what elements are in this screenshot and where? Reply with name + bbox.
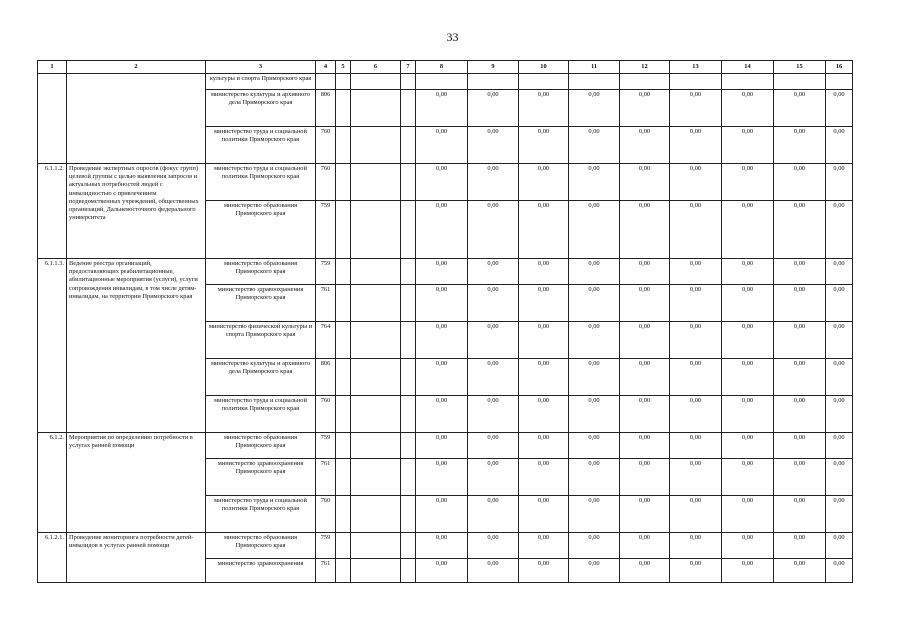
col-header: 12 bbox=[620, 61, 670, 74]
empty-cell bbox=[401, 322, 416, 359]
executor-cell: министерство культуры и архивного дела Приморского края bbox=[206, 90, 316, 127]
value-cell: 0,00 bbox=[519, 259, 569, 285]
value-cell: 0,00 bbox=[468, 322, 519, 359]
executor-cell: министерство образования Приморского края bbox=[206, 259, 316, 285]
executor-cell: министерство здравоохранения Приморского края bbox=[206, 285, 316, 322]
empty-cell bbox=[336, 164, 351, 201]
value-cell: 0,00 bbox=[670, 201, 722, 259]
value-cell: 0,00 bbox=[416, 396, 468, 433]
value-cell bbox=[569, 74, 620, 90]
value-cell: 0,00 bbox=[569, 496, 620, 533]
value-cell: 0,00 bbox=[569, 127, 620, 164]
col-header: 9 bbox=[468, 61, 519, 74]
value-cell: 0,00 bbox=[620, 496, 670, 533]
value-cell: 0,00 bbox=[620, 533, 670, 559]
value-cell: 0,00 bbox=[416, 164, 468, 201]
empty-cell bbox=[401, 396, 416, 433]
value-cell: 0,00 bbox=[826, 90, 853, 127]
grbs-code-cell bbox=[316, 74, 336, 90]
value-cell: 0,00 bbox=[670, 459, 722, 496]
value-cell: 0,00 bbox=[519, 201, 569, 259]
col-header: 8 bbox=[416, 61, 468, 74]
empty-cell bbox=[351, 322, 401, 359]
executor-cell: министерство здравоохранения bbox=[206, 559, 316, 583]
empty-cell bbox=[351, 285, 401, 322]
executor-cell: министерство труда и социальной политики Приморского края bbox=[206, 396, 316, 433]
value-cell bbox=[670, 74, 722, 90]
value-cell: 0,00 bbox=[620, 459, 670, 496]
empty-cell bbox=[401, 433, 416, 459]
value-cell: 0,00 bbox=[826, 285, 853, 322]
empty-cell bbox=[401, 533, 416, 559]
executor-cell: министерство образования Приморского края bbox=[206, 533, 316, 559]
empty-cell bbox=[336, 259, 351, 285]
value-cell: 0,00 bbox=[519, 496, 569, 533]
value-cell: 0,00 bbox=[774, 396, 826, 433]
empty-cell bbox=[351, 533, 401, 559]
value-cell: 0,00 bbox=[569, 164, 620, 201]
empty-cell bbox=[351, 496, 401, 533]
value-cell: 0,00 bbox=[722, 259, 774, 285]
empty-cell bbox=[351, 74, 401, 90]
value-cell: 0,00 bbox=[569, 559, 620, 583]
value-cell: 0,00 bbox=[620, 127, 670, 164]
item-name: Мероприятия по определению потребности в услугах ранней помощи bbox=[67, 433, 206, 533]
empty-cell bbox=[351, 90, 401, 127]
table-row bbox=[38, 164, 853, 201]
value-cell: 0,00 bbox=[774, 127, 826, 164]
empty-cell bbox=[401, 285, 416, 322]
value-cell: 0,00 bbox=[774, 433, 826, 459]
item-code: 6.1.1.2. bbox=[38, 164, 67, 259]
value-cell: 0,00 bbox=[569, 459, 620, 496]
executor-cell: министерство образования Приморского края bbox=[206, 201, 316, 259]
value-cell: 0,00 bbox=[774, 496, 826, 533]
empty-cell bbox=[401, 496, 416, 533]
value-cell: 0,00 bbox=[519, 322, 569, 359]
value-cell: 0,00 bbox=[620, 359, 670, 396]
value-cell: 0,00 bbox=[620, 559, 670, 583]
value-cell: 0,00 bbox=[722, 533, 774, 559]
value-cell: 0,00 bbox=[670, 359, 722, 396]
value-cell bbox=[468, 74, 519, 90]
grbs-code-cell: 759 bbox=[316, 201, 336, 259]
value-cell: 0,00 bbox=[670, 396, 722, 433]
value-cell: 0,00 bbox=[416, 127, 468, 164]
value-cell: 0,00 bbox=[620, 396, 670, 433]
value-cell: 0,00 bbox=[519, 533, 569, 559]
value-cell: 0,00 bbox=[416, 259, 468, 285]
value-cell: 0,00 bbox=[670, 259, 722, 285]
empty-cell bbox=[351, 559, 401, 583]
item-code: 6.1.2. bbox=[38, 433, 67, 533]
value-cell: 0,00 bbox=[826, 496, 853, 533]
value-cell: 0,00 bbox=[620, 201, 670, 259]
value-cell: 0,00 bbox=[774, 90, 826, 127]
value-cell: 0,00 bbox=[569, 359, 620, 396]
value-cell: 0,00 bbox=[468, 433, 519, 459]
empty-cell bbox=[336, 433, 351, 459]
value-cell: 0,00 bbox=[569, 285, 620, 322]
grbs-code-cell: 761 bbox=[316, 459, 336, 496]
value-cell: 0,00 bbox=[826, 559, 853, 583]
empty-cell bbox=[336, 559, 351, 583]
page-number: 33 bbox=[446, 30, 459, 44]
value-cell: 0,00 bbox=[519, 164, 569, 201]
header-row bbox=[38, 61, 853, 74]
table-body bbox=[38, 74, 853, 583]
value-cell: 0,00 bbox=[416, 459, 468, 496]
empty-cell bbox=[401, 359, 416, 396]
value-cell: 0,00 bbox=[620, 164, 670, 201]
empty-cell bbox=[401, 459, 416, 496]
table-row bbox=[38, 74, 853, 90]
col-header: 16 bbox=[826, 61, 853, 74]
value-cell: 0,00 bbox=[519, 127, 569, 164]
grbs-code-cell: 760 bbox=[316, 496, 336, 533]
budget-table bbox=[37, 60, 853, 583]
value-cell: 0,00 bbox=[722, 496, 774, 533]
item-code: 6.1.2.1. bbox=[38, 533, 67, 583]
value-cell: 0,00 bbox=[468, 396, 519, 433]
empty-cell bbox=[336, 127, 351, 164]
value-cell: 0,00 bbox=[774, 322, 826, 359]
value-cell: 0,00 bbox=[826, 127, 853, 164]
empty-cell bbox=[336, 285, 351, 322]
empty-cell bbox=[336, 201, 351, 259]
empty-cell bbox=[401, 559, 416, 583]
value-cell: 0,00 bbox=[774, 164, 826, 201]
executor-cell: культуры и спорта Приморского края bbox=[206, 74, 316, 90]
grbs-code-cell: 759 bbox=[316, 533, 336, 559]
value-cell: 0,00 bbox=[468, 496, 519, 533]
empty-cell bbox=[351, 164, 401, 201]
executor-cell: министерство культуры и архивного дела Приморского края bbox=[206, 359, 316, 396]
grbs-code-cell: 759 bbox=[316, 259, 336, 285]
value-cell: 0,00 bbox=[468, 559, 519, 583]
table-row bbox=[38, 259, 853, 285]
value-cell: 0,00 bbox=[826, 459, 853, 496]
value-cell: 0,00 bbox=[774, 533, 826, 559]
value-cell: 0,00 bbox=[569, 322, 620, 359]
empty-cell bbox=[336, 496, 351, 533]
value-cell bbox=[416, 74, 468, 90]
value-cell: 0,00 bbox=[774, 285, 826, 322]
empty-cell bbox=[401, 90, 416, 127]
item-name: Проведение мониторинга потребности детей-инвалидов в услугах ранней помощи bbox=[67, 533, 206, 583]
value-cell: 0,00 bbox=[826, 396, 853, 433]
col-header: 13 bbox=[670, 61, 722, 74]
value-cell: 0,00 bbox=[519, 359, 569, 396]
value-cell: 0,00 bbox=[620, 285, 670, 322]
empty-cell bbox=[351, 359, 401, 396]
value-cell: 0,00 bbox=[826, 164, 853, 201]
value-cell: 0,00 bbox=[468, 459, 519, 496]
value-cell: 0,00 bbox=[468, 164, 519, 201]
value-cell: 0,00 bbox=[670, 433, 722, 459]
value-cell: 0,00 bbox=[416, 433, 468, 459]
value-cell: 0,00 bbox=[519, 285, 569, 322]
value-cell: 0,00 bbox=[670, 164, 722, 201]
empty-cell bbox=[401, 74, 416, 90]
value-cell: 0,00 bbox=[468, 533, 519, 559]
value-cell: 0,00 bbox=[670, 533, 722, 559]
value-cell: 0,00 bbox=[722, 90, 774, 127]
value-cell: 0,00 bbox=[569, 259, 620, 285]
empty-cell bbox=[336, 459, 351, 496]
table-row bbox=[38, 533, 853, 559]
grbs-code-cell: 760 bbox=[316, 396, 336, 433]
col-header: 4 bbox=[316, 61, 336, 74]
value-cell: 0,00 bbox=[722, 433, 774, 459]
item-name: Проведение экспертных опросов (фокус групп) целевой группы с целью выявления запросов и актуальных потребностей людей с инвалидностью с привлечением подведомственных учреждений, общественных организаций, Дальневосточного федерального университета bbox=[67, 164, 206, 259]
value-cell: 0,00 bbox=[826, 533, 853, 559]
item-code bbox=[38, 74, 67, 164]
value-cell: 0,00 bbox=[569, 201, 620, 259]
executor-cell: министерство образования Приморского края bbox=[206, 433, 316, 459]
value-cell: 0,00 bbox=[670, 285, 722, 322]
value-cell: 0,00 bbox=[519, 559, 569, 583]
value-cell: 0,00 bbox=[826, 322, 853, 359]
item-name bbox=[67, 74, 206, 164]
col-header: 1 bbox=[38, 61, 67, 74]
value-cell: 0,00 bbox=[722, 285, 774, 322]
value-cell: 0,00 bbox=[774, 559, 826, 583]
value-cell: 0,00 bbox=[826, 259, 853, 285]
value-cell: 0,00 bbox=[774, 459, 826, 496]
item-code: 6.1.1.3. bbox=[38, 259, 67, 433]
item-name: Ведение реестра организаций, предоставляющих реабилитационные, абилитационные мероприятия (услуги), услуги сопровождения инвалидам, в том числе детям-инвалидам, на территории Приморского края bbox=[67, 259, 206, 433]
value-cell: 0,00 bbox=[826, 359, 853, 396]
col-header: 15 bbox=[774, 61, 826, 74]
value-cell: 0,00 bbox=[620, 433, 670, 459]
grbs-code-cell: 760 bbox=[316, 127, 336, 164]
value-cell: 0,00 bbox=[826, 433, 853, 459]
value-cell: 0,00 bbox=[416, 322, 468, 359]
empty-cell bbox=[351, 433, 401, 459]
value-cell: 0,00 bbox=[670, 559, 722, 583]
empty-cell bbox=[336, 74, 351, 90]
empty-cell bbox=[401, 259, 416, 285]
value-cell bbox=[826, 74, 853, 90]
value-cell: 0,00 bbox=[519, 396, 569, 433]
value-cell: 0,00 bbox=[416, 201, 468, 259]
value-cell: 0,00 bbox=[722, 559, 774, 583]
empty-cell bbox=[336, 90, 351, 127]
value-cell: 0,00 bbox=[722, 164, 774, 201]
value-cell: 0,00 bbox=[722, 201, 774, 259]
value-cell: 0,00 bbox=[569, 433, 620, 459]
executor-cell: министерство здравоохранения Приморского края bbox=[206, 459, 316, 496]
value-cell: 0,00 bbox=[468, 90, 519, 127]
table-row bbox=[38, 433, 853, 459]
empty-cell bbox=[351, 459, 401, 496]
value-cell: 0,00 bbox=[774, 359, 826, 396]
value-cell: 0,00 bbox=[468, 259, 519, 285]
col-header: 14 bbox=[722, 61, 774, 74]
executor-cell: министерство физической культуры и спорта Приморского края bbox=[206, 322, 316, 359]
value-cell: 0,00 bbox=[416, 559, 468, 583]
empty-cell bbox=[351, 127, 401, 164]
value-cell bbox=[620, 74, 670, 90]
value-cell: 0,00 bbox=[620, 322, 670, 359]
value-cell: 0,00 bbox=[416, 90, 468, 127]
value-cell: 0,00 bbox=[416, 359, 468, 396]
grbs-code-cell: 760 bbox=[316, 164, 336, 201]
empty-cell bbox=[401, 164, 416, 201]
value-cell: 0,00 bbox=[670, 127, 722, 164]
value-cell: 0,00 bbox=[416, 496, 468, 533]
value-cell: 0,00 bbox=[620, 259, 670, 285]
value-cell: 0,00 bbox=[826, 201, 853, 259]
value-cell bbox=[722, 74, 774, 90]
value-cell: 0,00 bbox=[468, 127, 519, 164]
value-cell: 0,00 bbox=[468, 201, 519, 259]
value-cell: 0,00 bbox=[569, 396, 620, 433]
empty-cell bbox=[401, 201, 416, 259]
value-cell bbox=[519, 74, 569, 90]
grbs-code-cell: 761 bbox=[316, 285, 336, 322]
executor-cell: министерство труда и социальной политики Приморского края bbox=[206, 164, 316, 201]
value-cell: 0,00 bbox=[468, 359, 519, 396]
col-header: 2 bbox=[67, 61, 206, 74]
value-cell: 0,00 bbox=[416, 533, 468, 559]
grbs-code-cell: 764 bbox=[316, 322, 336, 359]
col-header: 10 bbox=[519, 61, 569, 74]
value-cell: 0,00 bbox=[722, 396, 774, 433]
grbs-code-cell: 761 bbox=[316, 559, 336, 583]
empty-cell bbox=[351, 396, 401, 433]
value-cell: 0,00 bbox=[670, 496, 722, 533]
value-cell: 0,00 bbox=[722, 127, 774, 164]
value-cell: 0,00 bbox=[620, 90, 670, 127]
grbs-code-cell: 759 bbox=[316, 433, 336, 459]
grbs-code-cell: 806 bbox=[316, 359, 336, 396]
value-cell: 0,00 bbox=[519, 459, 569, 496]
col-header: 11 bbox=[569, 61, 620, 74]
value-cell: 0,00 bbox=[670, 322, 722, 359]
value-cell: 0,00 bbox=[519, 433, 569, 459]
value-cell: 0,00 bbox=[722, 322, 774, 359]
value-cell: 0,00 bbox=[416, 285, 468, 322]
value-cell: 0,00 bbox=[468, 285, 519, 322]
col-header: 5 bbox=[336, 61, 351, 74]
executor-cell: министерство труда и социальной политики Приморского края bbox=[206, 127, 316, 164]
col-header: 6 bbox=[351, 61, 401, 74]
value-cell bbox=[774, 74, 826, 90]
value-cell: 0,00 bbox=[569, 533, 620, 559]
value-cell: 0,00 bbox=[774, 259, 826, 285]
value-cell: 0,00 bbox=[722, 459, 774, 496]
grbs-code-cell: 806 bbox=[316, 90, 336, 127]
empty-cell bbox=[351, 259, 401, 285]
empty-cell bbox=[351, 201, 401, 259]
value-cell: 0,00 bbox=[569, 90, 620, 127]
value-cell: 0,00 bbox=[774, 201, 826, 259]
executor-cell: министерство труда и социальной политики Приморского края bbox=[206, 496, 316, 533]
col-header: 7 bbox=[401, 61, 416, 74]
empty-cell bbox=[336, 533, 351, 559]
value-cell: 0,00 bbox=[722, 359, 774, 396]
col-header: 3 bbox=[206, 61, 316, 74]
empty-cell bbox=[401, 127, 416, 164]
value-cell: 0,00 bbox=[670, 90, 722, 127]
empty-cell bbox=[336, 322, 351, 359]
empty-cell bbox=[336, 359, 351, 396]
empty-cell bbox=[336, 396, 351, 433]
value-cell: 0,00 bbox=[519, 90, 569, 127]
